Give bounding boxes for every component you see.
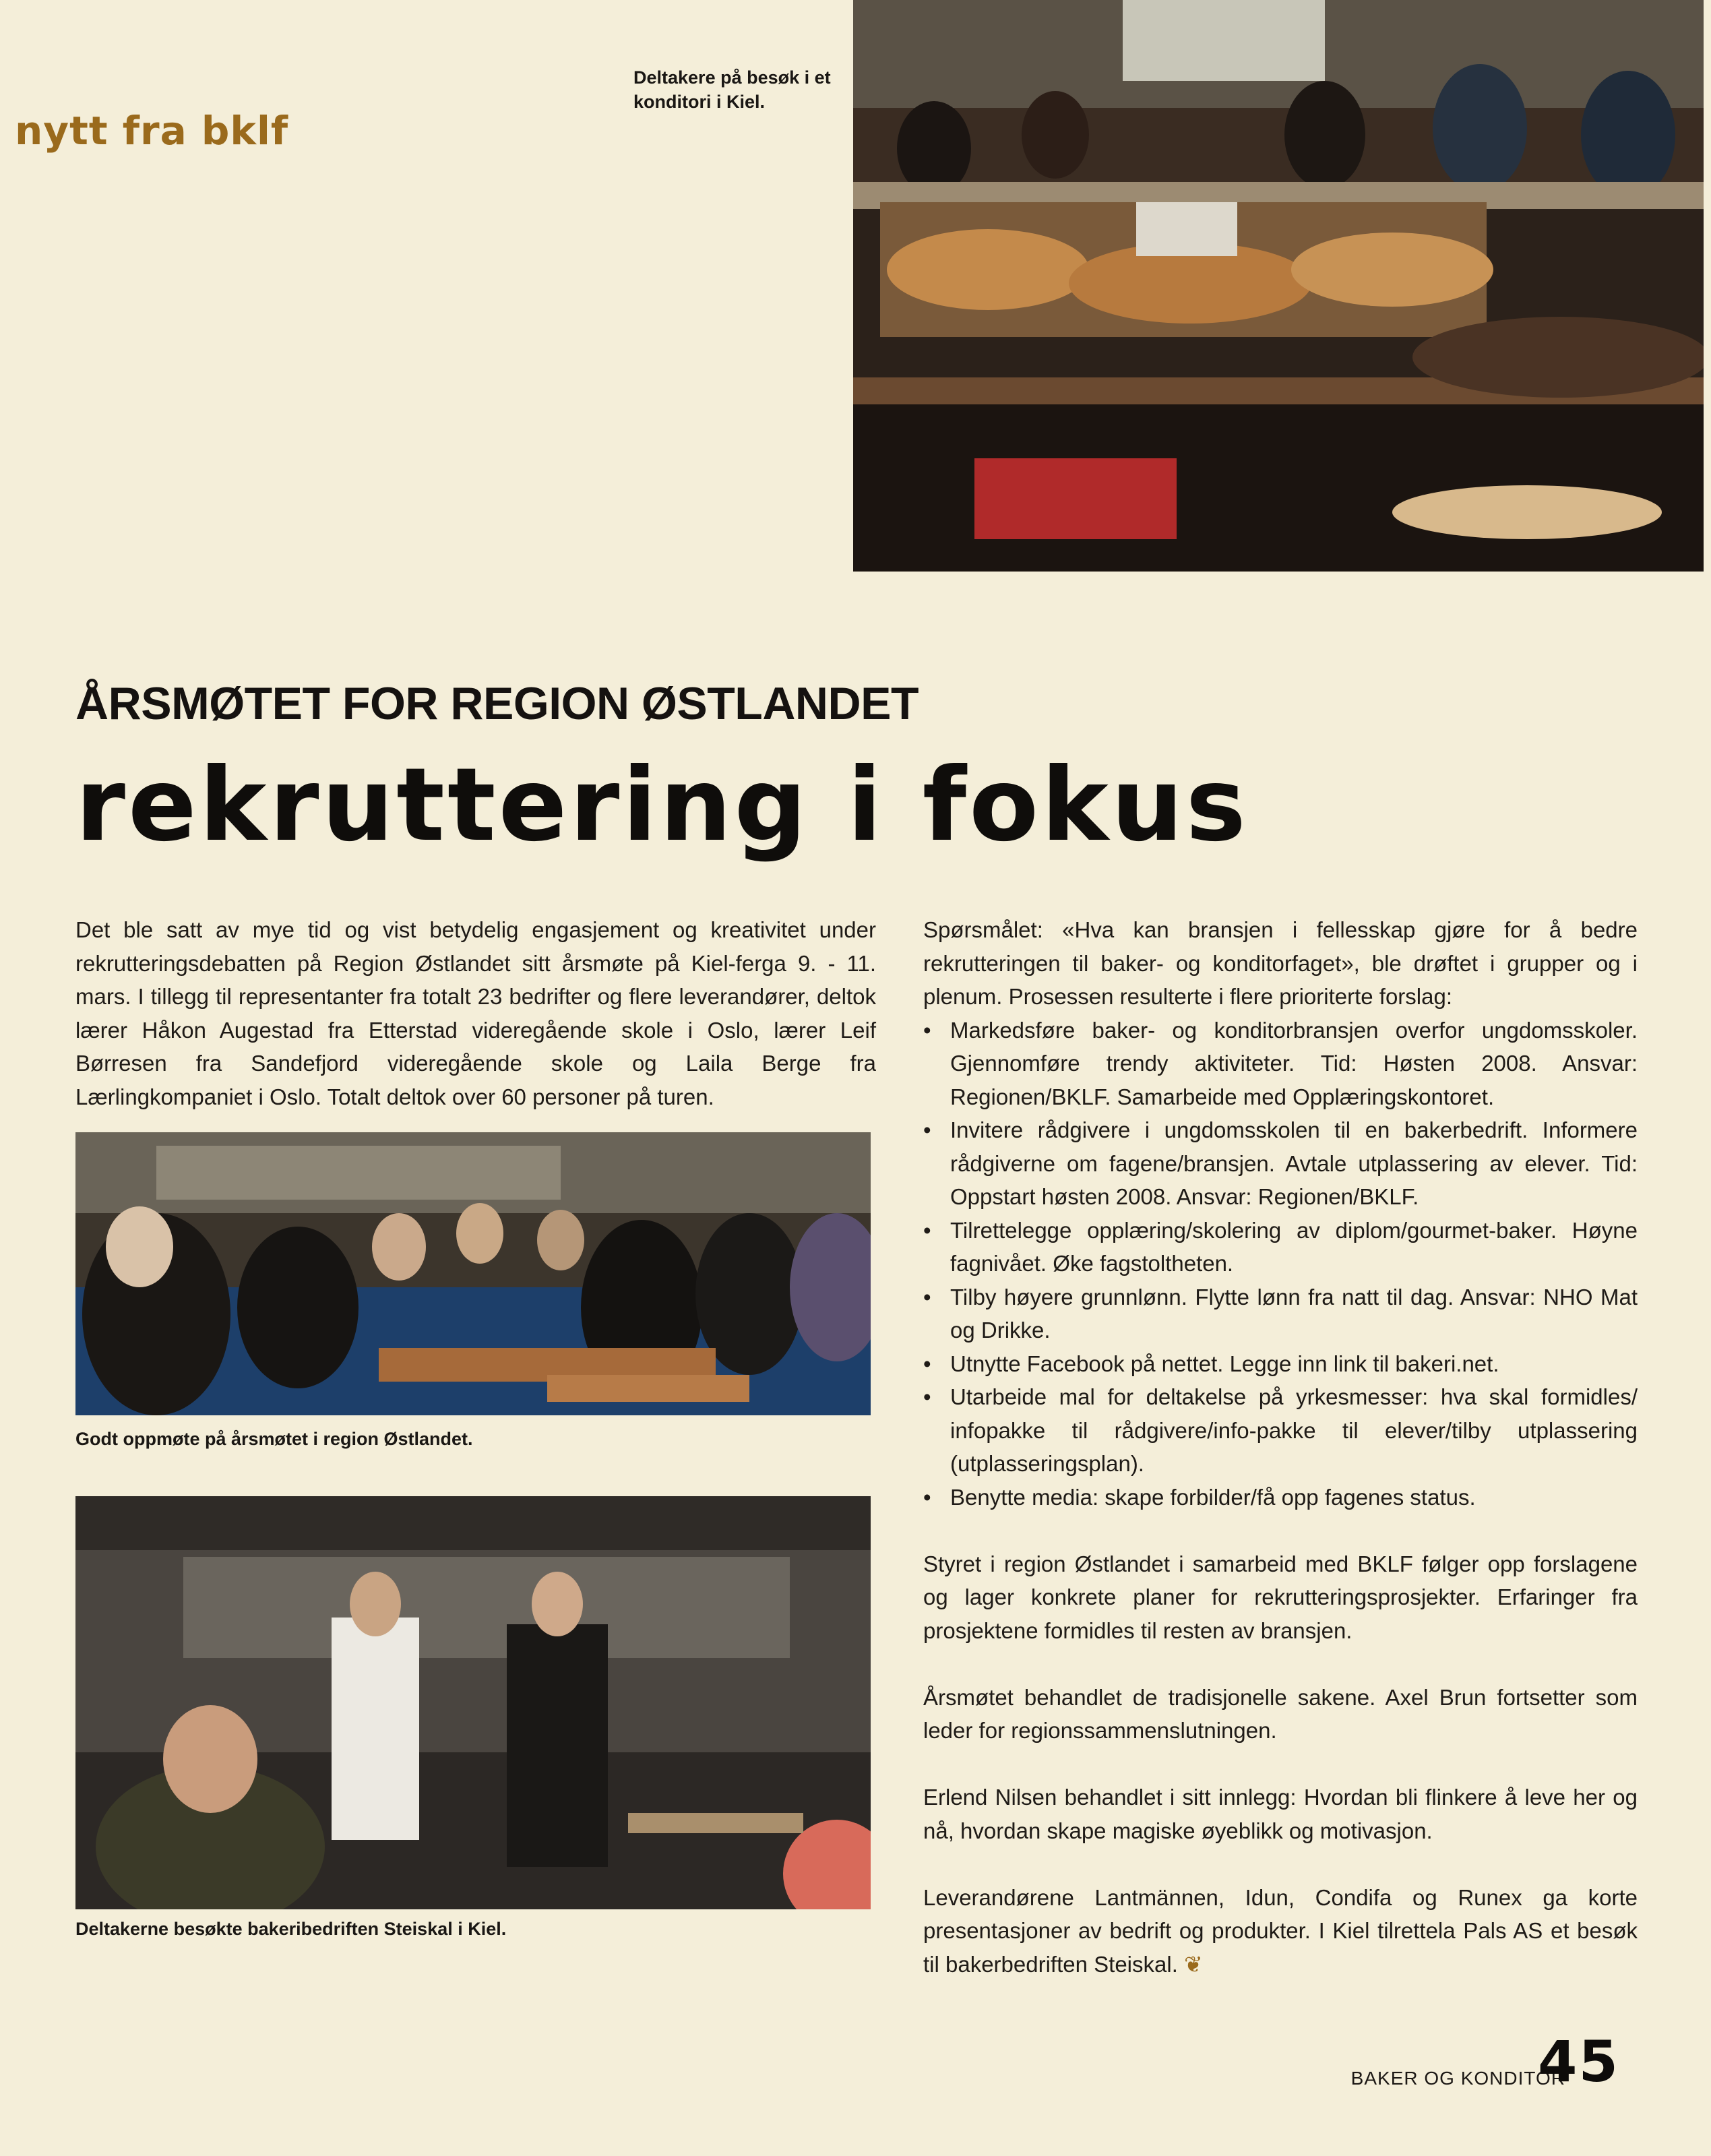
erlend-paragraph: Erlend Nilsen behandlet i sitt innlegg: Hvordan bli flinkere å leve her og nå, hvordan skape magiske øyeblikk og motivasjon. (923, 1785, 1638, 1843)
meeting-paragraph: Årsmøtet behandlet de tradisjonelle sakene. Axel Brun fortsetter som leder for regionssammenslutningen. (923, 1684, 1638, 1743)
list-item: • Markedsføre baker- og konditorbransjen overfor ungdomsskoler. Gjennomføre trendy aktiviteter. Tid: Høsten 2008. Ansvar: Regionen/BKLF. Samarbeide med Opplæringskontoret. (923, 1014, 1638, 1114)
article-kicker: ÅRSMØTET FOR REGION ØSTLANDET (75, 678, 919, 729)
intro-paragraph: Det ble satt av mye tid og vist betydelig engasjement og kreativitet under rekrutteringsdebatten på Region Østlandet sitt årsmøte på Kiel-ferga 9. - 11. mars. I tillegg til representanter fra totalt 23 bedrifter og flere leverandører, deltok lærer Håkon Augestad fra Etterstad videregående skole i Oslo, lærer Leif Børresen fra Sandefjord videregående skole og Laila Berge fra Lærlingkompaniet i Oslo. Totalt deltok over 60 personer på turen. (75, 917, 876, 1109)
photo-meeting (75, 1132, 871, 1415)
list-item: • Benytte media: skape forbilder/få opp fagenes status. (923, 1481, 1638, 1514)
page-number: 45 (1538, 2029, 1619, 2095)
photo-factory-visit (75, 1496, 871, 1909)
board-paragraph: Styret i region Østlandet i samarbeid med BKLF følger opp forslagene og lager konkrete planer for rekrutteringsprosjekter. Erfaringer fra prosjektene formidles til resten av bransjen. (923, 1551, 1638, 1643)
magazine-name: BAKER OG KONDITOR (1350, 2068, 1565, 2089)
photo-meeting-caption: Godt oppmøte på årsmøtet i region Østlandet. (75, 1429, 473, 1449)
photo-top-caption: Deltakere på besøk i et konditori i Kiel. (633, 67, 831, 112)
photo-bakery-counter (853, 0, 1704, 572)
question-paragraph: Spørsmålet: «Hva kan bransjen i fellesskap gjøre for å bedre rekrutteringen til baker- og konditorfaget», ble drøftet i grupper og i plenum. Prosessen resulterte i flere prioriterte forslag: (923, 917, 1638, 1009)
proposal-list (923, 1014, 1638, 1514)
article-title: rekruttering i fokus (75, 747, 1249, 864)
suppliers-paragraph: Leverandørene Lantmännen, Idun, Condifa og Runex ga korte presentasjoner av bedrift og produkter. I Kiel tilrettela Pals AS et besøk til bakerbedriften Steiskal. ❦ (923, 1884, 1638, 1977)
end-mark-icon: ❦ (1184, 1951, 1203, 1977)
list-item: • Invitere rådgivere i ungdomsskolen til en bakerbedrift. Informere rådgiverne om fagene/bransjen. Avtale utplassering av elever. Tid: Oppstart høsten 2008. Ansvar: Regionen/BKLF. (923, 1113, 1638, 1214)
list-item: • Utnytte Facebook på nettet. Legge inn link til bakeri.net. (923, 1347, 1638, 1381)
right-column (923, 913, 1638, 1981)
section-label: nytt fra bklf (15, 108, 289, 154)
list-item: • Utarbeide mal for deltakelse på yrkesmesser: hva skal formidles/ infopakke til rådgivere/info-pakke til elever/tilby utplassering (utplasseringsplan). (923, 1380, 1638, 1481)
list-item: • Tilrettelegge opplæring/skolering av diplom/gourmet-baker. Høyne fagnivået. Øke fagstoltheten. (923, 1214, 1638, 1281)
list-item: • Tilby høyere grunnlønn. Flytte lønn fra natt til dag. Ansvar: NHO Mat og Drikke. (923, 1281, 1638, 1347)
photo-factory-caption: Deltakerne besøkte bakeribedriften Steiskal i Kiel. (75, 1919, 507, 1939)
